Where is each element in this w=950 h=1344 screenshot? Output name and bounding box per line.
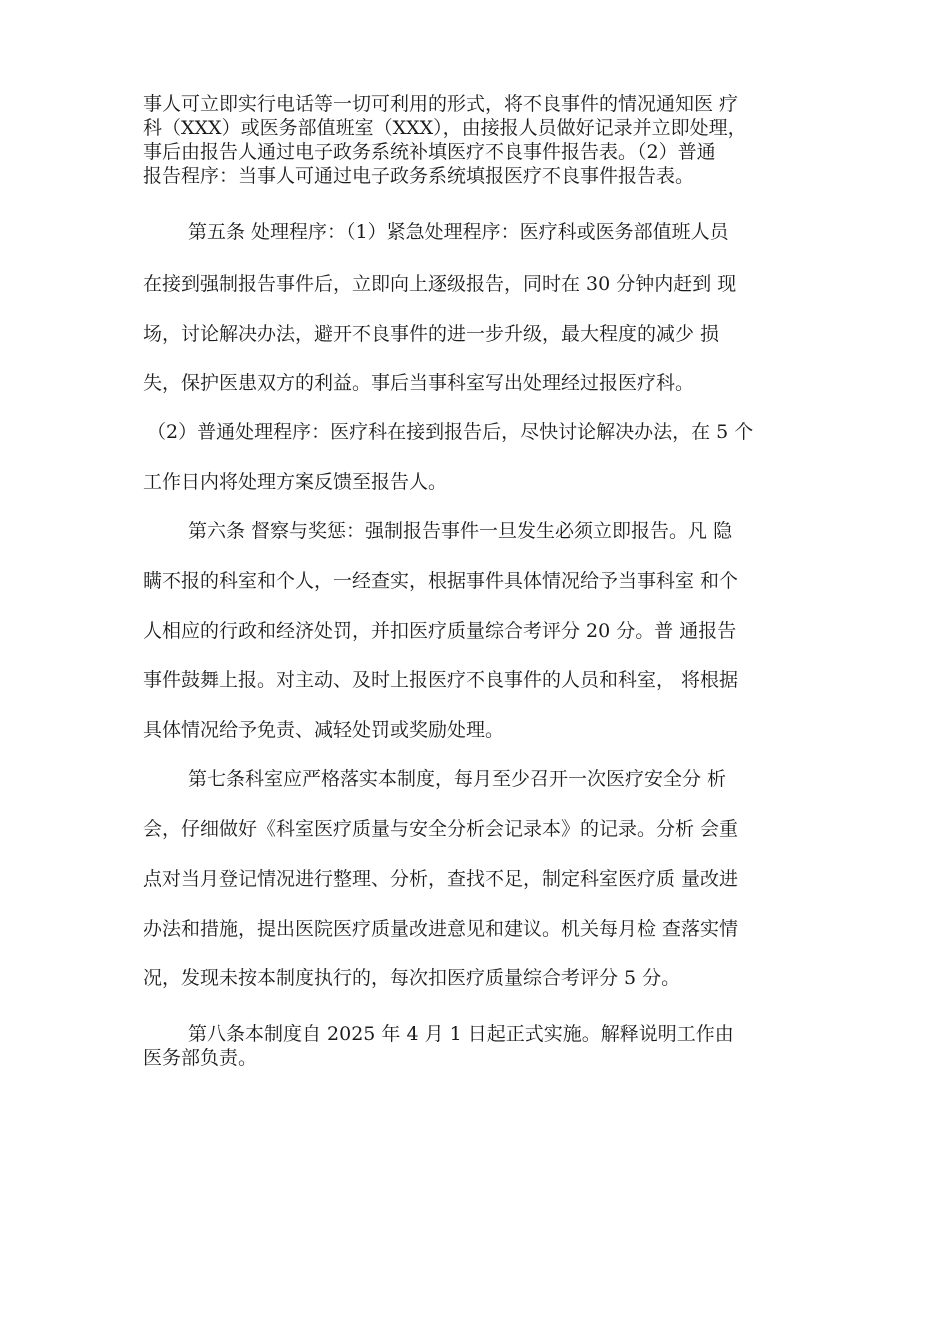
text-line: 工作日内将处理方案反馈至报告人。	[143, 471, 448, 493]
text-line: 瞒不报的科室和个人，一经查实，根据事件具体情况给予当事科室 和个	[143, 570, 739, 592]
text-line: 场，讨论解决办法，避开不良事件的进一步升级，最大程度的减少 损	[143, 323, 720, 345]
text-line: 第八条本制度自 2025 年 4 月 1 日起正式实施。解释说明工作由	[188, 1023, 734, 1045]
text-line: 第五条 处理程序：（1）紧急处理程序：医疗科或医务部值班人员	[188, 221, 729, 243]
text-line: 第七条科室应严格落实本制度，每月至少召开一次医疗安全分 析	[188, 768, 727, 790]
text-line: 在接到强制报告事件后，立即向上逐级报告，同时在 30 分钟内赶到 现	[143, 273, 737, 295]
text-line: 点对当月登记情况进行整理、分析，查找不足，制定科室医疗质 量改进	[143, 868, 739, 890]
text-line: 人相应的行政和经济处罚，并扣医疗质量综合考评分 20 分。普 通报告	[143, 620, 737, 642]
text-line: 医务部负责。	[143, 1047, 258, 1069]
text-line: 况，发现未按本制度执行的，每次扣医疗质量综合考评分 5 分。	[143, 967, 681, 989]
text-line: 科（XXX）或医务部值班室（XXX），由接报人员做好记录并立即处理，	[143, 117, 747, 139]
text-line: 第六条 督察与奖惩：强制报告事件一旦发生必须立即报告。凡 隐	[188, 520, 733, 542]
text-line: 具体情况给予免责、减轻处罚或奖励处理。	[143, 719, 505, 741]
text-line: 失，保护医患双方的利益。事后当事科室写出处理经过报医疗科。	[143, 372, 695, 394]
text-line: 会，仔细做好《科室医疗质量与安全分析会记录本》的记录。分析 会重	[143, 818, 739, 840]
text-line: 办法和措施，提出医院医疗质量改进意见和建议。机关每月检 查落实情	[143, 918, 739, 940]
text-line: 事后由报告人通过电子政务系统补填医疗不良事件报告表。（2）普通	[143, 141, 716, 163]
text-line: （2）普通处理程序：医疗科在接到报告后，尽快讨论解决办法，在 5 个	[147, 421, 754, 443]
text-line: 事件鼓舞上报。对主动、及时上报医疗不良事件的人员和科室， 将根据	[143, 669, 739, 691]
text-line: 报告程序：当事人可通过电子政务系统填报医疗不良事件报告表。	[143, 165, 695, 187]
text-line: 事人可立即实行电话等一切可利用的形式，将不良事件的情况通知医 疗	[143, 93, 739, 115]
